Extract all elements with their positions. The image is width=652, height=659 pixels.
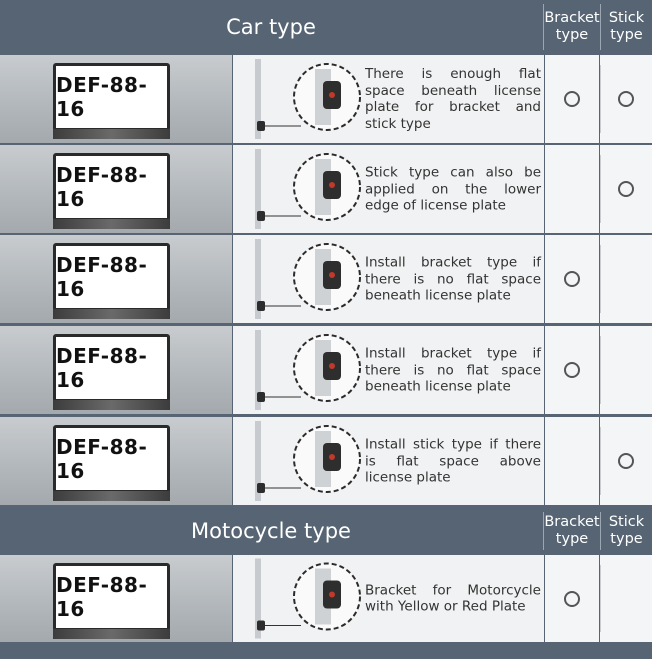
comparison-row (0, 326, 652, 414)
compatible-circle-icon (618, 453, 634, 469)
compatible-circle-icon (618, 91, 634, 107)
comparison-row (0, 235, 652, 323)
compatible-circle-icon (564, 362, 580, 378)
installation-illustration (233, 417, 544, 505)
installation-description: Install stick type if there is flat space above license plate (365, 436, 541, 486)
installation-description: Install bracket type if there is no flat space beneath license plate (365, 345, 541, 395)
bracket-type-column-header: Bracket type (544, 10, 600, 43)
license-plate (53, 563, 170, 631)
bracket-type-cell (545, 235, 599, 323)
stick-type-cell (600, 235, 652, 323)
stick-type-column-header: Stick type (608, 514, 645, 547)
license-plate (53, 243, 170, 311)
installation-description: There is enough flat space beneath license plate for bracket and stick type (365, 66, 541, 132)
license-plate (53, 334, 170, 402)
license-plate-photo (0, 326, 232, 414)
comparison-row (0, 55, 652, 143)
stick-type-cell (600, 326, 652, 414)
plate-frame (53, 400, 170, 410)
plate-number: DEF-88-16 (56, 253, 148, 301)
stick-type-cell (600, 55, 652, 143)
installation-illustration (233, 555, 544, 642)
plate-number: DEF-88-16 (56, 163, 148, 211)
plate-number: DEF-88-16 (56, 435, 148, 483)
stick-type-cell (600, 555, 652, 642)
installation-illustration (233, 55, 544, 143)
license-plate-photo (0, 235, 232, 323)
plate-frame (53, 129, 170, 139)
plate-frame (53, 629, 170, 639)
license-plate-photo (0, 417, 232, 505)
stick-type-cell (600, 145, 652, 233)
compatible-circle-icon (564, 271, 580, 287)
plate-number: DEF-88-16 (56, 73, 148, 121)
installation-description: Install bracket type if there is no flat space beneath license plate (365, 254, 541, 304)
license-plate (53, 153, 170, 221)
installation-description: Bracket for Motorcycle with Yellow or Red Plate (365, 582, 541, 615)
installation-illustration (233, 145, 544, 233)
bracket-type-cell (545, 145, 599, 233)
comparison-row (0, 417, 652, 505)
bracket-type-cell (545, 55, 599, 143)
motocycle-type-title: Motocycle type (191, 519, 351, 543)
compatible-circle-icon (564, 591, 580, 607)
compatible-circle-icon (564, 91, 580, 107)
plate-frame (53, 219, 170, 229)
license-plate (53, 63, 170, 131)
compatible-circle-icon (618, 181, 634, 197)
comparison-row (0, 555, 652, 642)
bracket-type-cell (545, 417, 599, 505)
plate-frame (53, 309, 170, 319)
license-plate-photo (0, 145, 232, 233)
comparison-row (0, 145, 652, 233)
license-plate (53, 425, 170, 493)
motocycle-type-header (0, 508, 652, 554)
plate-frame (53, 491, 170, 501)
installation-illustration (233, 235, 544, 323)
car-type-title: Car type (226, 15, 316, 39)
bracket-type-column-header: Bracket type (544, 514, 600, 547)
bracket-type-cell (545, 326, 599, 414)
license-plate-photo (0, 55, 232, 143)
stick-type-column-header: Stick type (608, 10, 645, 43)
plate-number: DEF-88-16 (56, 572, 148, 621)
stick-type-cell (600, 417, 652, 505)
car-type-header (0, 0, 652, 54)
installation-description: Stick type can also be applied on the lower edge of license plate (365, 164, 541, 214)
bracket-type-cell (545, 555, 599, 642)
plate-number: DEF-88-16 (56, 344, 148, 392)
installation-illustration (233, 326, 544, 414)
license-plate-photo (0, 555, 232, 642)
